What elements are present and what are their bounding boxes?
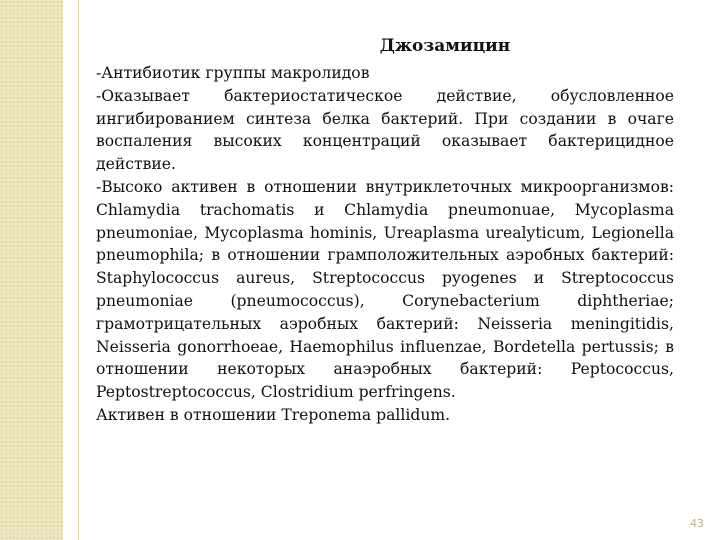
decorative-left-bar	[0, 0, 63, 540]
page-number: 43	[690, 517, 704, 530]
slide-title: Джозамицин	[379, 36, 511, 56]
paragraph-spectrum: -Высоко активен в отношении внутриклеточных микроорганизмов: Chlamydia trachomatis и Chlamydia pneumonuae, Mycoplasma pneumoniae, Mycoplasma hominis, Ureaplasma urealyticum, Legionella pneumophila; в отношении грамположительных аэробных бактерий: Staphylococcus aureus, Streptococcus pyogenes и Streptococcus pneumoniae (pneumococcus), Corynebacterium diphtheriae; грамотрицательных аэробных бактерий: Neisseria meningitidis, Neisseria gonorrhoeae, Haemophilus influenzae, Bordetella pertussis; в отношении некоторых анаэробных бактерий: Peptococcus, Peptostreptococcus, Clostridium perfringens.	[96, 177, 674, 402]
paragraph-drug-class: -Антибиотик группы макролидов	[96, 64, 370, 82]
paragraph-mechanism: -Оказывает бактериостатическое действие, обусловленное ингибированием синтеза белка бактерий. При создании в очаге воспаления высоких концентраций оказывает бактерицидное действие.	[96, 86, 674, 174]
slide-content	[96, 34, 674, 427]
paragraph-treponema: Активен в отношении Treponema pallidum.	[96, 405, 451, 424]
decorative-divider-line	[78, 0, 79, 540]
